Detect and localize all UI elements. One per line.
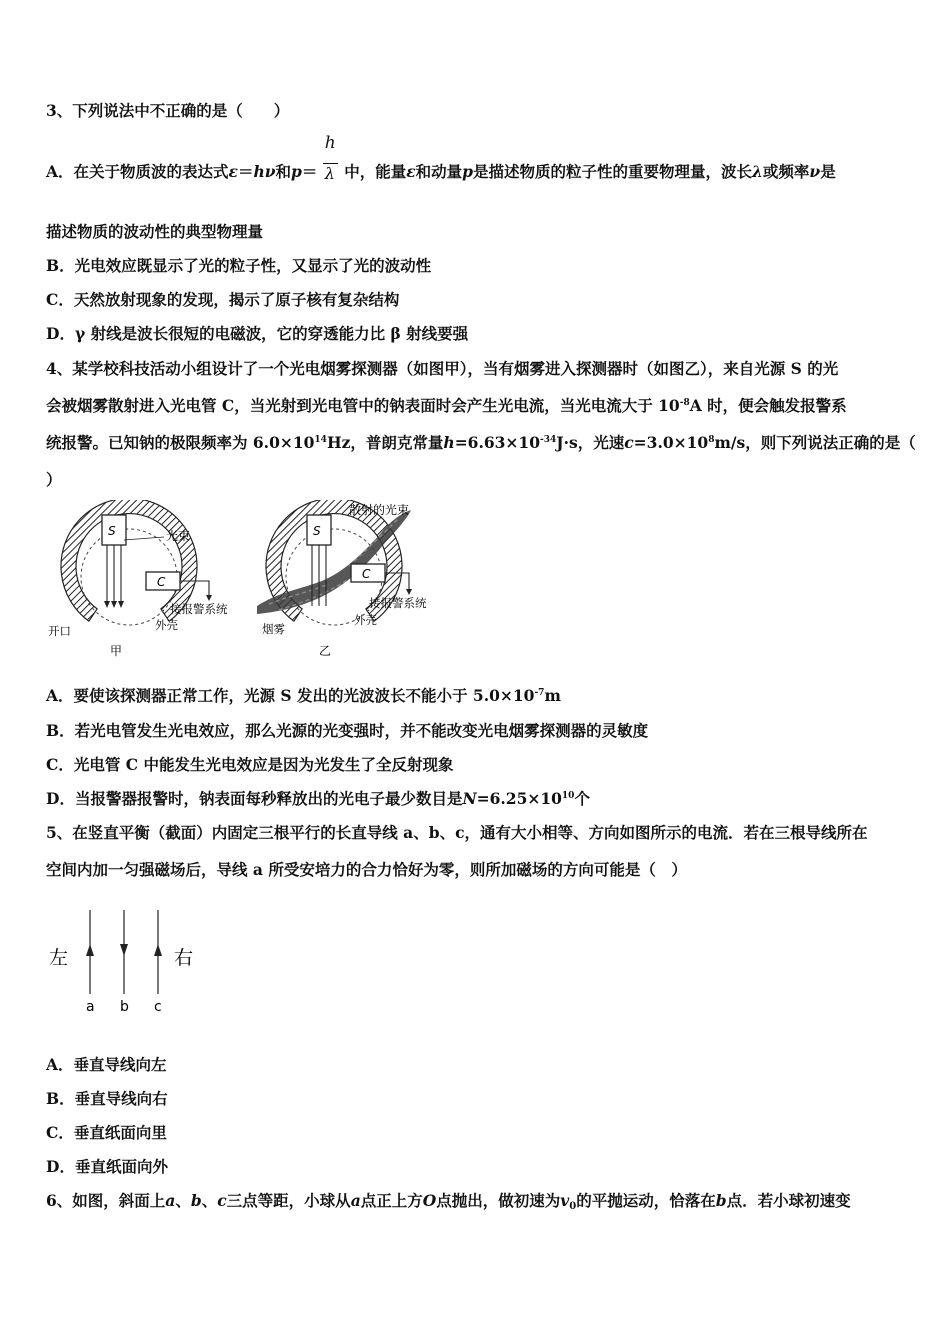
wire-a-label: a — [86, 999, 95, 1015]
light-source-label: S — [313, 524, 321, 538]
beam-arrowhead-1 — [104, 601, 110, 608]
three-wires-figure — [44, 904, 214, 1019]
beam-label: 光束 — [166, 529, 191, 543]
q3-option-b: B．光电效应既显示了光的粒子性，又显示了光的波动性 — [46, 256, 432, 275]
alarm-system-label: 接报警系统 — [369, 596, 427, 610]
q4-option-c: C．光电管 C 中能发生光电效应是因为光发生了全反射现象 — [46, 755, 454, 774]
wire-b-label: b — [120, 999, 129, 1015]
q4-option-b: B．若光电管发生光电效应，那么光源的光变强时，并不能改变光电烟雾探测器的灵敏度 — [46, 721, 649, 740]
scattered-beam-label: 散射的光束 — [349, 503, 410, 517]
shell-label: 外壳 — [354, 613, 377, 627]
q4-stem-line-4: ） — [46, 470, 62, 489]
wire-a — [86, 910, 94, 994]
q5-stem-line-2: 空间内加一匀强磁场后，导线 a 所受安培力的合力恰好为零，则所加磁场的方向可能是（ ） — [46, 860, 687, 879]
h-over-lambda-fraction: $\frac{h}{\lambda}$ — [323, 163, 339, 183]
q3-option-d: D．γ 射线是波长很短的电磁波，它的穿透能力比 β 射线要强 — [46, 324, 469, 343]
alarm-system-label: 接报警系统 — [170, 602, 228, 616]
wire-c — [154, 910, 162, 994]
q5-option-c: C．垂直纸面向里 — [46, 1123, 167, 1142]
wire-c-arrow-up — [154, 944, 162, 956]
q5-option-d: D．垂直纸面向外 — [46, 1157, 168, 1176]
phototube-label: C — [362, 567, 371, 581]
smoke-label: 烟雾 — [262, 622, 285, 636]
alarm-wire-arrowhead — [406, 589, 412, 595]
light-source-label: S — [108, 524, 116, 538]
q3-stem: 3、下列说法中不正确的是（ ） — [46, 101, 290, 120]
shell-label: 外壳 — [155, 618, 178, 632]
q5-option-b: B．垂直导线向右 — [46, 1089, 168, 1108]
figure-yi — [257, 500, 427, 658]
q4-option-a: A．要使该探测器正常工作，光源 S 发出的光波波长不能小于 $5.0\times 10^{-7}m$ — [46, 686, 561, 705]
alarm-wire-arrowhead — [206, 595, 212, 601]
wire-b — [120, 910, 128, 994]
q3-option-a: A．在关于物质波的表达式ε＝hν和p＝ $\frac{h}{\lambda}$ 中，能量ε和动量p是描述物质的粒子性的重要物理量，波长λ或频率ν是 — [46, 133, 836, 183]
q3-option-a-continued: 描述物质的波动性的典型物理量 — [46, 222, 264, 241]
q4-stem-line-3: 统报警。已知钠的极限频率为 $6.0\times 10^{14}Hz$，普朗克常量$h=6.63\times 10^{-34}J\cdot s$，光速$c=3.0\times 10^8m/s$，则下列说法正确的是（ — [46, 433, 916, 452]
beam-arrowhead-2 — [111, 601, 117, 608]
smoke-detector-figure — [44, 500, 454, 662]
q5-option-a: A．垂直导线向左 — [46, 1055, 167, 1074]
right-label: 右 — [174, 947, 194, 969]
figure-jia — [48, 500, 228, 658]
left-label: 左 — [49, 947, 69, 969]
wire-a-arrow-up — [86, 944, 94, 956]
beam-arrowhead-3 — [118, 601, 124, 608]
wire-c-label: c — [154, 999, 162, 1015]
figure-caption-yi: 乙 — [319, 644, 332, 658]
q4-stem-line-2: 会被烟雾散射进入光电管 C，当光射到光电管中的钠表面时会产生光电流，当光电流大于 $10^{-8}A$ 时，便会触发报警系 — [46, 396, 847, 415]
wire-b-arrow-down — [120, 944, 128, 956]
figure-caption-jia: 甲 — [110, 644, 123, 658]
beam-label-leader — [124, 537, 164, 540]
q4-stem-line-1: 4、某学校科技活动小组设计了一个光电烟雾探测器（如图甲），当有烟雾进入探测器时（如图乙），来自光源 S 的光 — [46, 359, 839, 378]
q4-option-d: D．当报警器报警时，钠表面每秒释放出的光电子最少数目是$N=6.25\times 10^{10}$个 — [46, 789, 590, 808]
q3-option-c: C．天然放射现象的发现，揭示了原子核有复杂结构 — [46, 290, 400, 309]
q5-stem-line-1: 5、在竖直平衡（截面）内固定三根平行的长直导线 a、b、c，通有大小相等、方向如图所示的电流．若在三根导线所在 — [46, 823, 868, 842]
opening-label: 开口 — [48, 624, 71, 638]
q6-stem-line-1: 6、如图，斜面上a、b、c三点等距，小球从a点正上方O点抛出，做初速为$v_0$的平抛运动，恰落在b点．若小球初速变 — [46, 1191, 851, 1212]
phototube-label: C — [157, 575, 166, 589]
